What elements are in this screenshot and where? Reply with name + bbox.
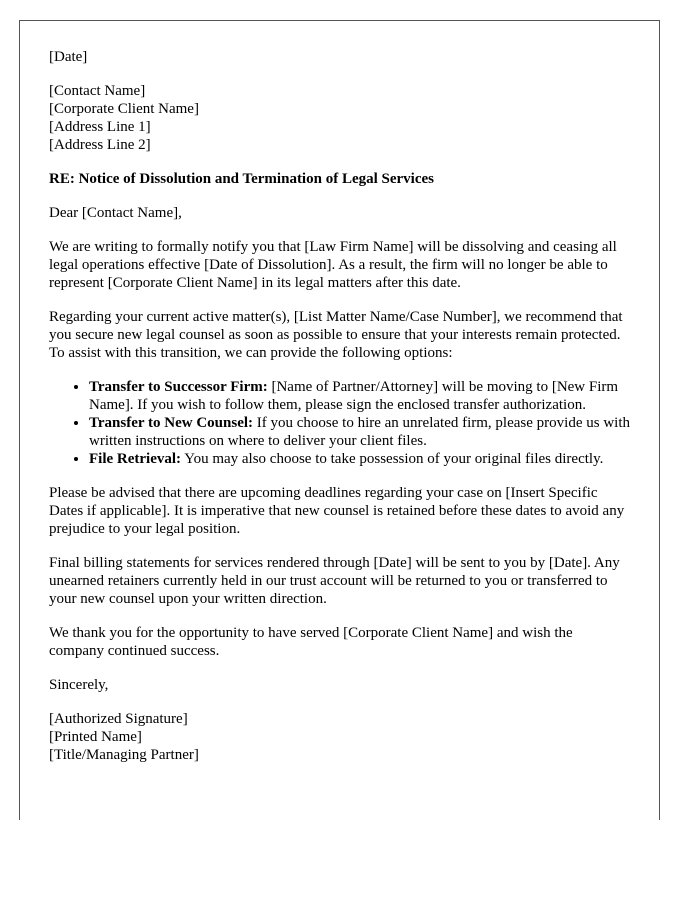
authorized-signature: [Authorized Signature] — [49, 711, 188, 727]
paragraph-deadlines: Please be advised that there are upcoming deadlines regarding your case on [Insert Specific Dates if applicable]. It is imperative that new counsel is retained before these dates to avoid any prejudice to your legal position. — [49, 485, 625, 537]
signer-title: [Title/Managing Partner] — [49, 747, 199, 763]
paragraph-billing: Final billing statements for services rendered through [Date] will be sent to you by [Date]. Any unearned retainers currently held in our trust account will be returned to you or transferred to your new counsel upon your written direction. — [49, 555, 620, 607]
letter-content — [20, 21, 659, 764]
salutation: Dear [Contact Name], — [49, 205, 182, 221]
paragraph-thanks: We thank you for the opportunity to have served [Corporate Client Name] and wish the company continued success. — [49, 625, 573, 659]
option-text: [Name of Partner/Attorney] will be moving to [New Firm Name]. If you wish to follow them, please sign the enclosed transfer authorization. — [89, 379, 619, 413]
subject-line: RE: Notice of Dissolution and Termination of Legal Services — [49, 171, 434, 187]
paragraph-active-matters: Regarding your current active matter(s), [List Matter Name/Case Number], we recommend that you secure new legal counsel as soon as possible to ensure that your interests remain protected. To assist with this transition, we can provide the following options: — [49, 309, 623, 361]
closing: Sincerely, — [49, 677, 109, 693]
list-item — [89, 414, 631, 450]
recipient-address-line-2: [Address Line 2] — [49, 137, 151, 153]
recipient-client-name: [Corporate Client Name] — [49, 101, 199, 117]
paragraph-dissolution-notice: We are writing to formally notify you that [Law Firm Name] will be dissolving and ceasing all legal operations effective [Date of Dissolution]. As a result, the firm will no longer be able to represent [Corporate Client Name] in its legal matters after this date. — [49, 239, 617, 291]
recipient-address-line-1: [Address Line 1] — [49, 119, 151, 135]
option-text: If you choose to hire an unrelated firm, please provide us with written instructions on where to deliver your client files. — [89, 415, 630, 449]
option-title: Transfer to New Counsel: — [89, 415, 254, 431]
signature-block — [49, 710, 631, 764]
list-item — [89, 450, 631, 468]
option-text: You may also choose to take possession of your original files directly. — [181, 451, 604, 467]
option-title: File Retrieval: — [89, 451, 182, 467]
letter-page — [19, 20, 660, 820]
recipient-contact-name: [Contact Name] — [49, 83, 146, 99]
printed-name: [Printed Name] — [49, 729, 142, 745]
list-item — [89, 378, 631, 414]
transition-options-list — [49, 378, 631, 468]
option-title: Transfer to Successor Firm: — [89, 379, 268, 395]
recipient-address-block — [49, 82, 631, 154]
letter-date: [Date] — [49, 49, 88, 65]
